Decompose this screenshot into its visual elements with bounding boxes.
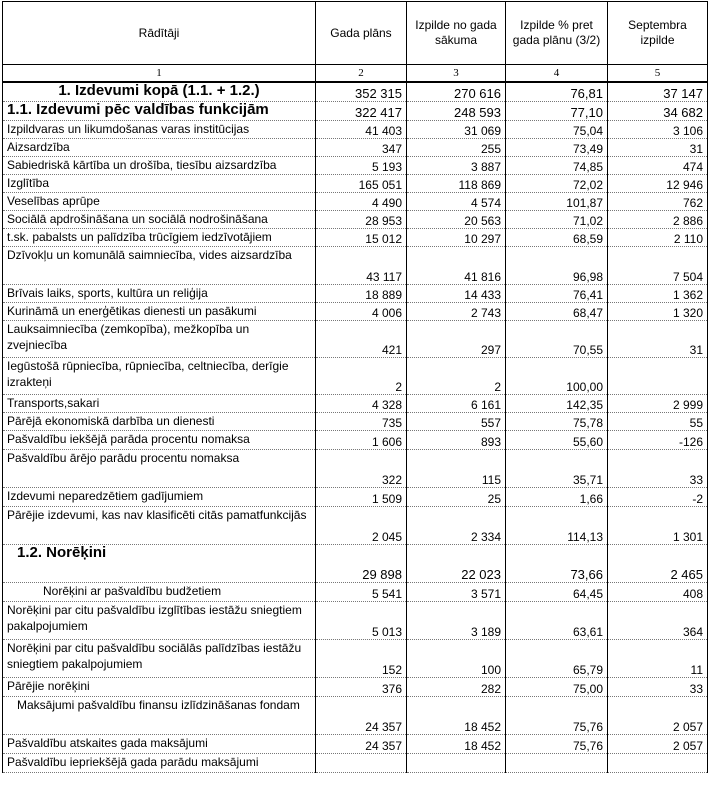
table-row [3, 193, 708, 211]
cell-sep: 1 320 [608, 303, 708, 321]
cell-plan: 2 [316, 358, 407, 395]
row-label: 1.2. Norēķini [3, 545, 316, 583]
cell-sep: 2 057 [608, 697, 708, 735]
cell-ytd: 3 189 [407, 602, 506, 640]
row-label: Kurināmā un enerģētikas dienesti un pasākumi [3, 303, 316, 321]
row-label: Pašvaldību iekšējā parāda procentu nomaksa [3, 431, 316, 450]
row-label: Sabiedriskā kārtība un drošība, tiesību aizsardzība [3, 157, 316, 175]
cell-pct: 70,55 [506, 321, 608, 358]
row-label: Aizsardzība [3, 139, 316, 157]
cell-pct: 55,60 [506, 431, 608, 450]
table-row [3, 678, 708, 697]
cell-sep: 2 999 [608, 395, 708, 413]
cell-sep: 12 946 [608, 175, 708, 193]
row-label: 1. Izdevumi kopā (1.1. + 1.2.) [3, 82, 316, 102]
table-row [3, 431, 708, 450]
table-row [3, 82, 708, 102]
cell-pct: 76,81 [506, 82, 608, 102]
cell-ytd: 248 593 [407, 102, 506, 121]
table-row [3, 583, 708, 602]
table-row [3, 507, 708, 545]
cell-sep: 7 504 [608, 247, 708, 285]
table-row [3, 175, 708, 193]
col-number-5: 5 [608, 65, 708, 83]
row-label: Pašvaldību atskaites gada maksājumi [3, 735, 316, 754]
cell-ytd: 3 571 [407, 583, 506, 602]
cell-pct: 1,66 [506, 488, 608, 507]
table-row [3, 303, 708, 321]
cell-plan: 4 006 [316, 303, 407, 321]
cell-plan: 5 013 [316, 602, 407, 640]
cell-pct: 76,41 [506, 285, 608, 303]
cell-pct: 75,04 [506, 121, 608, 139]
cell-ytd: 297 [407, 321, 506, 358]
cell-sep: 364 [608, 602, 708, 640]
row-label: Izdevumi neparedzētiem gadījumiem [3, 488, 316, 507]
cell-plan: 322 [316, 450, 407, 488]
cell-pct: 100,00 [506, 358, 608, 395]
cell-pct: 65,79 [506, 640, 608, 678]
row-label: Brīvais laiks, sports, kultūra un reliģija [3, 285, 316, 303]
cell-sep: -2 [608, 488, 708, 507]
table-row [3, 602, 708, 640]
cell-ytd: 6 161 [407, 395, 506, 413]
table-row [3, 640, 708, 678]
table-row [3, 229, 708, 247]
cell-plan: 352 315 [316, 82, 407, 102]
cell-plan: 1 509 [316, 488, 407, 507]
cell-plan: 376 [316, 678, 407, 697]
cell-sep: 474 [608, 157, 708, 175]
cell-plan: 735 [316, 413, 407, 431]
cell-ytd: 18 452 [407, 735, 506, 754]
table-row [3, 321, 708, 358]
cell-sep: 2 886 [608, 211, 708, 229]
row-label: Lauksaimniecība (zemkopība), mežkopība un zvejniecība [3, 321, 316, 358]
cell-pct: 75,78 [506, 413, 608, 431]
cell-ytd: 25 [407, 488, 506, 507]
row-label: 1.1. Izdevumi pēc valdības funkcijām [3, 102, 316, 121]
cell-sep [608, 358, 708, 395]
col-header-plan: Gada plāns [316, 2, 407, 65]
row-label: Veselības aprūpe [3, 193, 316, 211]
table-row [3, 754, 708, 773]
row-label: Dzīvokļu un komunālā saimniecība, vides aizsardzība [3, 247, 316, 285]
row-label: Norēķini ar pašvaldību budžetiem [3, 583, 316, 602]
cell-ytd: 18 452 [407, 697, 506, 735]
cell-pct: 72,02 [506, 175, 608, 193]
cell-ytd [407, 754, 506, 773]
cell-sep: 34 682 [608, 102, 708, 121]
cell-pct: 96,98 [506, 247, 608, 285]
cell-ytd: 118 869 [407, 175, 506, 193]
row-label: Pašvaldību ārējo parādu procentu nomaksa [3, 450, 316, 488]
cell-sep: -126 [608, 431, 708, 450]
row-label: Norēķini par citu pašvaldību izglītības iestāžu sniegtiem pakalpojumiem [3, 602, 316, 640]
table-row [3, 735, 708, 754]
cell-ytd: 255 [407, 139, 506, 157]
col-header-indicator: Rādītāji [3, 2, 316, 65]
cell-ytd: 20 563 [407, 211, 506, 229]
cell-pct: 71,02 [506, 211, 608, 229]
col-number-3: 3 [407, 65, 506, 83]
cell-ytd: 2 [407, 358, 506, 395]
cell-ytd: 10 297 [407, 229, 506, 247]
cell-sep: 2 465 [608, 545, 708, 583]
cell-pct: 75,00 [506, 678, 608, 697]
header-row [3, 2, 708, 65]
cell-sep: 1 301 [608, 507, 708, 545]
row-label: t.sk. pabalsts un palīdzība trūcīgiem iedzīvotājiem [3, 229, 316, 247]
column-number-row [3, 65, 708, 83]
cell-pct: 101,87 [506, 193, 608, 211]
cell-sep: 11 [608, 640, 708, 678]
cell-ytd: 4 574 [407, 193, 506, 211]
cell-plan: 29 898 [316, 545, 407, 583]
cell-pct: 75,76 [506, 735, 608, 754]
cell-plan: 4 328 [316, 395, 407, 413]
cell-sep: 31 [608, 321, 708, 358]
table-row [3, 450, 708, 488]
cell-plan: 24 357 [316, 697, 407, 735]
cell-sep: 2 110 [608, 229, 708, 247]
cell-sep: 1 362 [608, 285, 708, 303]
row-label: Pārējie norēķini [3, 678, 316, 697]
cell-plan: 165 051 [316, 175, 407, 193]
cell-ytd: 41 816 [407, 247, 506, 285]
cell-plan: 322 417 [316, 102, 407, 121]
cell-ytd: 893 [407, 431, 506, 450]
cell-plan: 5 193 [316, 157, 407, 175]
budget-table [2, 1, 708, 773]
cell-pct [506, 754, 608, 773]
cell-ytd: 14 433 [407, 285, 506, 303]
table-row [3, 697, 708, 735]
table-row [3, 358, 708, 395]
cell-pct: 68,47 [506, 303, 608, 321]
cell-ytd: 100 [407, 640, 506, 678]
cell-ytd: 115 [407, 450, 506, 488]
col-number-4: 4 [506, 65, 608, 83]
cell-sep: 33 [608, 678, 708, 697]
cell-ytd: 270 616 [407, 82, 506, 102]
cell-plan: 24 357 [316, 735, 407, 754]
cell-sep: 55 [608, 413, 708, 431]
cell-sep: 31 [608, 139, 708, 157]
cell-pct: 73,66 [506, 545, 608, 583]
cell-plan: 421 [316, 321, 407, 358]
table-row [3, 157, 708, 175]
col-number-1: 1 [3, 65, 316, 83]
cell-sep: 3 106 [608, 121, 708, 139]
row-label: Iegūstošā rūpniecība, rūpniecība, celtniecība, derīgie izrakteņi [3, 358, 316, 395]
row-label: Izglītība [3, 175, 316, 193]
cell-sep: 2 057 [608, 735, 708, 754]
table-row [3, 285, 708, 303]
cell-sep: 762 [608, 193, 708, 211]
cell-pct: 35,71 [506, 450, 608, 488]
cell-ytd: 3 887 [407, 157, 506, 175]
cell-plan: 41 403 [316, 121, 407, 139]
table-row [3, 102, 708, 121]
cell-pct: 63,61 [506, 602, 608, 640]
cell-plan: 4 490 [316, 193, 407, 211]
cell-pct: 114,13 [506, 507, 608, 545]
cell-pct: 142,35 [506, 395, 608, 413]
col-number-2: 2 [316, 65, 407, 83]
table-row [3, 139, 708, 157]
cell-plan: 43 117 [316, 247, 407, 285]
cell-pct: 75,76 [506, 697, 608, 735]
cell-plan: 28 953 [316, 211, 407, 229]
cell-plan: 347 [316, 139, 407, 157]
cell-ytd: 31 069 [407, 121, 506, 139]
row-label: Maksājumi pašvaldību finansu izlīdzināšanas fondam [3, 697, 316, 735]
cell-plan: 2 045 [316, 507, 407, 545]
cell-plan: 152 [316, 640, 407, 678]
table-row [3, 545, 708, 583]
row-label: Pārējā ekonomiskā darbība un dienesti [3, 413, 316, 431]
table-row [3, 247, 708, 285]
table-row [3, 413, 708, 431]
cell-pct: 64,45 [506, 583, 608, 602]
cell-plan [316, 754, 407, 773]
col-header-sep: Septembra izpilde [608, 2, 708, 65]
cell-sep: 33 [608, 450, 708, 488]
cell-ytd: 22 023 [407, 545, 506, 583]
cell-pct: 74,85 [506, 157, 608, 175]
cell-plan: 15 012 [316, 229, 407, 247]
cell-plan: 1 606 [316, 431, 407, 450]
cell-sep: 37 147 [608, 82, 708, 102]
cell-pct: 77,10 [506, 102, 608, 121]
cell-sep [608, 754, 708, 773]
table-row [3, 395, 708, 413]
cell-plan: 5 541 [316, 583, 407, 602]
table-row [3, 121, 708, 139]
table-row [3, 488, 708, 507]
row-label: Sociālā apdrošināšana un sociālā nodrošināšana [3, 211, 316, 229]
row-label: Transports,sakari [3, 395, 316, 413]
cell-ytd: 557 [407, 413, 506, 431]
row-label: Izpildvaras un likumdošanas varas institūcijas [3, 121, 316, 139]
cell-ytd: 282 [407, 678, 506, 697]
row-label: Norēķini par citu pašvaldību sociālās palīdzības iestāžu sniegtiem pakalpojumiem [3, 640, 316, 678]
cell-sep: 408 [608, 583, 708, 602]
cell-pct: 68,59 [506, 229, 608, 247]
row-label: Pašvaldību iepriekšējā gada parādu maksājumi [3, 754, 316, 773]
row-label: Pārējie izdevumi, kas nav klasificēti citās pamatfunkcijās [3, 507, 316, 545]
col-header-pct: Izpilde % pret gada plānu (3/2) [506, 2, 608, 65]
cell-ytd: 2 743 [407, 303, 506, 321]
cell-pct: 73,49 [506, 139, 608, 157]
col-header-ytd: Izpilde no gada sākuma [407, 2, 506, 65]
cell-ytd: 2 334 [407, 507, 506, 545]
table-row [3, 211, 708, 229]
cell-plan: 18 889 [316, 285, 407, 303]
